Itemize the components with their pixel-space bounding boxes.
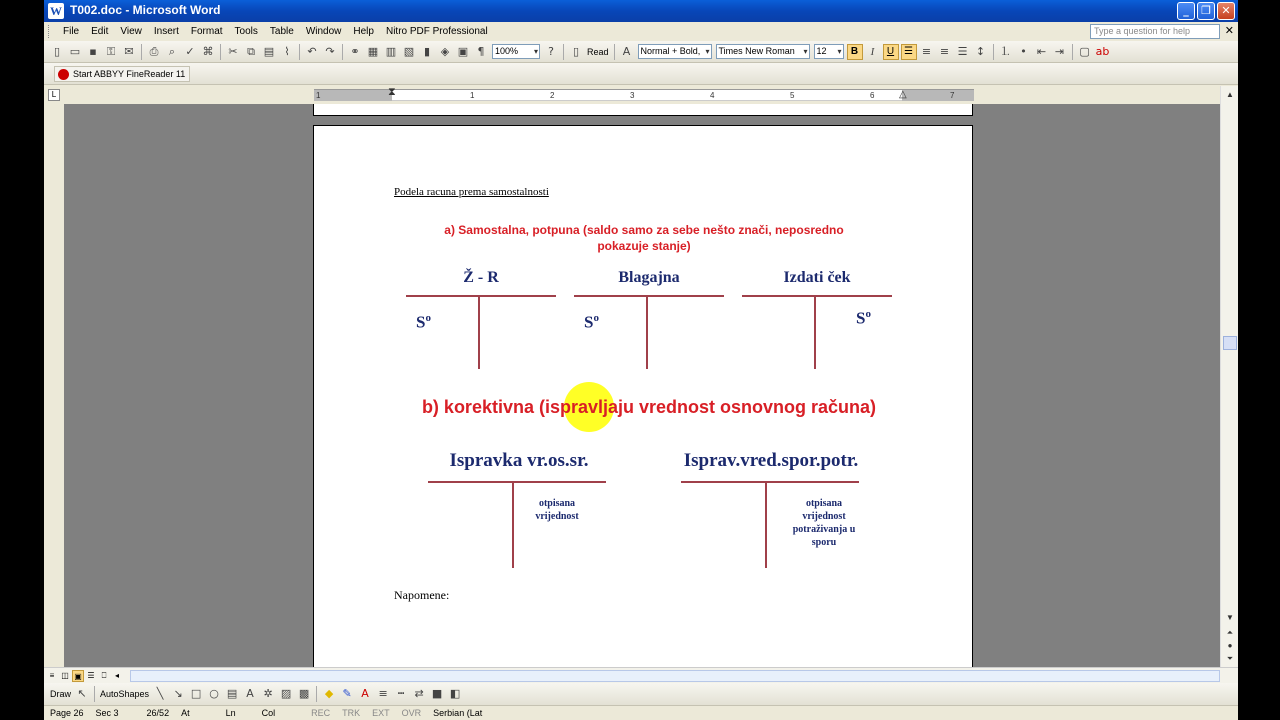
section-a-line1: a) Samostalna, potpuna (saldo samo za sebe nešto znači, neposredno <box>444 223 844 237</box>
toolbar-separator <box>299 44 300 60</box>
standard-toolbar <box>44 41 1238 63</box>
document-area[interactable] <box>64 104 1220 667</box>
toolbar-separator <box>614 44 615 60</box>
rectangle-icon[interactable]: □ <box>190 687 202 700</box>
toolbar-separator <box>563 44 564 60</box>
insert-picture-icon[interactable]: ▩ <box>298 687 310 700</box>
bullets-icon[interactable]: • <box>1020 44 1027 58</box>
help-icon[interactable]: ? <box>548 44 554 58</box>
menu-format[interactable]: Format <box>190 26 223 37</box>
draw-menu[interactable]: Draw <box>50 689 72 699</box>
toolbar-separator <box>342 44 343 60</box>
corrective-note: otpisana vrijednost <box>535 498 579 522</box>
line-spacing-icon[interactable]: ↕ <box>975 44 986 58</box>
napomene-label: Napomene: <box>394 588 450 602</box>
toolbar-separator <box>993 44 994 60</box>
undo-icon[interactable]: ↶ <box>307 44 317 58</box>
status-bar <box>44 705 1238 720</box>
t-account-divider <box>646 296 648 369</box>
saldo-label <box>416 312 431 333</box>
word-app-icon[interactable]: W <box>50 4 62 18</box>
line-color-icon[interactable]: ✎ <box>342 687 352 700</box>
status-column: Col <box>261 708 276 718</box>
status-ext[interactable]: EXT <box>372 708 390 718</box>
bold-button[interactable]: B <box>847 44 863 60</box>
saldo-label <box>584 312 599 333</box>
next-page-icon[interactable]: ⏷ <box>1226 654 1234 663</box>
toolbar-separator <box>94 686 95 702</box>
document-map-icon[interactable]: ▣ <box>457 44 469 58</box>
shadow-icon[interactable]: ■ <box>431 687 443 700</box>
clip-art-icon[interactable]: ▨ <box>280 687 292 700</box>
document-close-icon[interactable]: ✕ <box>1224 25 1234 37</box>
fill-color-icon[interactable]: ◆ <box>324 687 334 700</box>
print-layout-icon[interactable]: ▣ <box>72 670 84 682</box>
window-title: T002.doc - Microsoft Word <box>70 3 221 17</box>
menu-edit[interactable]: Edit <box>91 26 109 37</box>
saldo-letter: S <box>584 312 594 332</box>
ruler-number: 7 <box>950 91 955 100</box>
t-account-divider <box>814 296 816 369</box>
saldo-letter: S <box>856 308 866 328</box>
t-account-top-line <box>681 481 859 483</box>
tables-borders-icon[interactable]: ▦ <box>367 44 379 58</box>
title-bar[interactable] <box>44 0 1238 22</box>
arrow-style-icon[interactable]: ⇄ <box>414 687 424 700</box>
reading-layout-icon[interactable]: ⎕ <box>101 670 107 680</box>
toolbar-separator <box>316 686 317 702</box>
wordart-icon[interactable]: A <box>246 687 254 700</box>
tab-selector[interactable]: L <box>48 89 60 101</box>
status-page: Page 26 <box>50 708 84 718</box>
ruler-margin-left <box>314 90 392 101</box>
decrease-indent-icon[interactable]: ⇤ <box>1036 44 1047 58</box>
menu-insert[interactable]: Insert <box>153 26 179 37</box>
toolbar-separator <box>141 44 142 60</box>
previous-page-icon[interactable]: ⏶ <box>1226 628 1234 637</box>
email-icon[interactable]: ✉ <box>124 44 134 58</box>
help-search-input[interactable]: Type a question for help <box>1090 24 1220 39</box>
status-language[interactable]: Serbian (Lat <box>433 708 483 718</box>
menu-view[interactable]: View <box>120 26 142 37</box>
borders-icon[interactable]: ▢ <box>1079 44 1090 58</box>
menu-nitro[interactable]: Nitro PDF Professional <box>385 26 488 37</box>
horizontal-ruler[interactable] <box>314 86 974 101</box>
menu-help[interactable]: Help <box>353 26 374 37</box>
status-section: Sec 3 <box>95 708 119 718</box>
t-account-divider <box>478 296 480 369</box>
line-style-icon[interactable]: ≡ <box>378 687 388 700</box>
scroll-left-icon[interactable]: ◂ <box>114 670 119 680</box>
arrow-icon[interactable]: ↘ <box>173 687 183 700</box>
document-page[interactable] <box>313 125 973 667</box>
zoom-select[interactable]: 100% ▾ <box>492 44 540 59</box>
abbyy-toolbar <box>44 63 1238 85</box>
restore-button[interactable]: ❐ <box>1197 2 1215 20</box>
section-b: b) korektivna (ispravljaju vrednost osnovnog računa) <box>421 397 877 417</box>
drawing-icon[interactable]: ◈ <box>440 44 450 58</box>
word-window <box>44 0 1238 720</box>
scroll-thumb[interactable] <box>1223 336 1237 350</box>
section-a-line2: pokazuje stanje) <box>597 239 691 253</box>
status-pages: 26/52 <box>146 708 170 718</box>
font-size-select[interactable]: 12 ▾ <box>814 44 844 59</box>
italic-button[interactable]: I <box>870 45 875 58</box>
ruler-number: 1 <box>470 91 475 100</box>
style-select[interactable]: Normal + Bold, ▾ <box>638 44 712 59</box>
status-ovr[interactable]: OVR <box>401 708 422 718</box>
t-account-divider <box>765 482 767 568</box>
menu-window[interactable]: Window <box>305 26 342 37</box>
t-account-top-line <box>428 481 606 483</box>
account-title: Izdati ček <box>783 269 851 286</box>
redo-icon[interactable]: ↷ <box>325 44 335 58</box>
saldo-superscript: o <box>425 312 431 324</box>
print-icon[interactable]: ⎙ <box>149 44 159 58</box>
insert-table-icon[interactable]: ▥ <box>385 44 397 58</box>
abbyy-label: Start ABBYY FineReader 11 <box>73 68 186 79</box>
cut-icon[interactable]: ✂ <box>228 44 238 58</box>
ruler-number: 6 <box>870 91 875 100</box>
drawing-toolbar <box>44 683 1238 705</box>
menu-table[interactable]: Table <box>269 26 294 37</box>
corrective-title: Isprav.vred.spor.potr. <box>683 450 859 471</box>
account-title: Ž - R <box>463 269 499 286</box>
t-account-top-line <box>574 295 724 297</box>
format-painter-icon[interactable]: ⌇ <box>284 44 290 58</box>
read-icon[interactable]: ▯ <box>572 44 580 58</box>
menu-file[interactable]: File <box>63 26 80 37</box>
menu-bar <box>44 22 1238 41</box>
new-document-icon[interactable]: ▯ <box>53 44 61 58</box>
menu-grip[interactable] <box>48 25 51 38</box>
right-indent-marker-icon[interactable]: △ <box>899 89 907 100</box>
3d-style-icon[interactable]: ◧ <box>449 687 461 700</box>
insert-excel-icon[interactable]: ▧ <box>403 44 415 58</box>
saldo-letter: S <box>416 312 426 332</box>
abbyy-button[interactable] <box>54 66 190 82</box>
ruler-row <box>44 86 1238 104</box>
toolbar-separator <box>220 44 221 60</box>
justify-icon[interactable]: ☰ <box>957 44 968 58</box>
abbyy-logo-icon <box>58 69 69 80</box>
text-box-icon[interactable]: ▤ <box>226 687 238 700</box>
account-title: Blagajna <box>618 269 680 286</box>
menu-tools[interactable]: Tools <box>234 26 258 37</box>
horizontal-scroll-track[interactable] <box>130 670 1220 682</box>
corrective-title: Ispravka vr.os.sr. <box>449 450 589 471</box>
font-select[interactable]: Times New Roman ▾ <box>716 44 810 59</box>
save-icon[interactable]: ▪ <box>89 44 97 58</box>
outline-view-icon[interactable]: ☰ <box>87 670 95 680</box>
normal-view-icon[interactable]: ≡ <box>49 670 55 680</box>
dash-style-icon[interactable]: ┅ <box>397 687 405 700</box>
align-center-icon[interactable]: ≡ <box>921 44 932 58</box>
print-preview-icon[interactable]: ⌕ <box>168 44 176 58</box>
horizontal-scrollbar-row <box>44 667 1238 683</box>
styles-icon[interactable]: A <box>622 44 631 58</box>
ruler-number: 1 <box>316 91 321 100</box>
line-icon[interactable]: ╲ <box>156 687 164 700</box>
numbering-icon[interactable]: ⒈ <box>1000 44 1012 58</box>
copy-icon[interactable]: ⧉ <box>247 44 255 58</box>
ruler-number: 3 <box>630 91 635 100</box>
read-button[interactable]: Read <box>587 46 609 57</box>
indent-marker-icon[interactable]: ⧗ <box>388 86 396 98</box>
highlight-icon[interactable]: ab <box>1095 44 1110 58</box>
t-account-top-line <box>406 295 556 297</box>
paste-icon[interactable]: ▤ <box>263 44 275 58</box>
align-right-icon[interactable]: ≡ <box>939 44 950 58</box>
status-trk[interactable]: TRK <box>342 708 361 718</box>
autoshapes-menu[interactable]: AutoShapes <box>100 689 150 699</box>
saldo-superscript: o <box>865 308 871 320</box>
select-objects-icon[interactable]: ↖ <box>77 687 87 700</box>
ruler-number: 4 <box>710 91 715 100</box>
increase-indent-icon[interactable]: ⇥ <box>1054 44 1065 58</box>
font-color-icon[interactable]: A <box>361 687 369 700</box>
ruler-number: 2 <box>550 91 555 100</box>
saldo-label <box>856 308 871 329</box>
ruler-margin-right <box>902 90 974 101</box>
previous-page-edge <box>313 104 973 116</box>
status-line: Ln <box>225 708 236 718</box>
select-browse-object-icon[interactable]: ● <box>1227 641 1233 650</box>
columns-icon[interactable]: ▮ <box>423 44 431 58</box>
toolbar-separator <box>1072 44 1073 60</box>
web-layout-icon[interactable]: ◫ <box>61 670 69 680</box>
close-button[interactable]: ✕ <box>1217 2 1235 20</box>
vertical-scrollbar[interactable] <box>1220 86 1238 667</box>
t-account-top-line <box>742 295 892 297</box>
ruler-number: 5 <box>790 91 795 100</box>
saldo-superscript: o <box>593 312 599 324</box>
scroll-up-icon[interactable]: ▲ <box>1226 90 1234 99</box>
permission-icon[interactable]: ⚿ <box>106 44 116 58</box>
doc-heading: Podela racuna prema samostalnosti <box>394 186 549 198</box>
underline-button[interactable]: U <box>883 44 899 60</box>
corrective-note: otpisana vrijednost potraživanja u sporu <box>792 498 856 548</box>
t-account-divider <box>512 482 514 568</box>
align-left-button[interactable]: ☰ <box>901 44 917 60</box>
spelling-icon[interactable]: ✓ <box>185 44 195 58</box>
oval-icon[interactable]: ○ <box>209 687 219 700</box>
minimize-button[interactable]: _ <box>1177 2 1195 20</box>
diagram-icon[interactable]: ✲ <box>263 687 273 700</box>
hyperlink-icon[interactable]: ⚭ <box>350 44 360 58</box>
show-hide-icon[interactable]: ¶ <box>477 44 485 58</box>
open-icon[interactable]: ▭ <box>69 44 81 58</box>
status-at: At <box>181 708 190 718</box>
scroll-down-icon[interactable]: ▼ <box>1226 613 1234 622</box>
research-icon[interactable]: ⌘ <box>202 44 214 58</box>
status-rec[interactable]: REC <box>311 708 331 718</box>
